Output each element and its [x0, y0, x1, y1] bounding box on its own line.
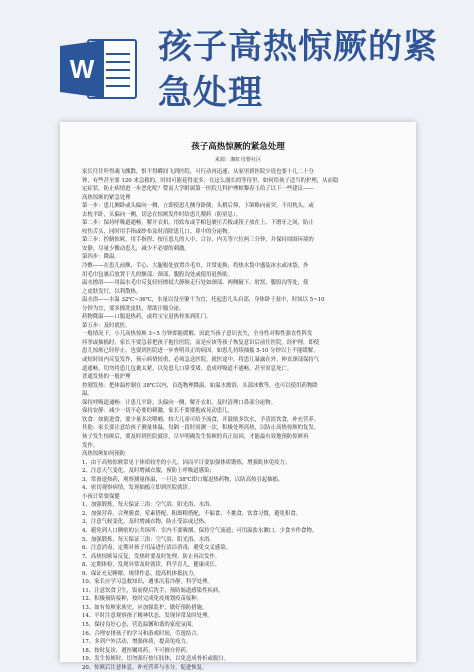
document-line: 18、按时复诊，遵医嘱用药，不可擅自停药。 [82, 647, 192, 654]
document-line: 之皮肤发红，以利散热。 [82, 288, 142, 295]
document-line: 痉挛或抽搐时，家长不要急着把孩子抱往医院，而是应该等孩子恢复意识后前往医院。经护理，即使 [82, 339, 320, 346]
document-line: 道通畅，切勿将患儿包裹太紧，以免患儿口鼻受堵，造成呼吸道不通畅，甚至窒息死亡。 [82, 365, 293, 372]
document-line: 16、合理安排孩子的学习和游戏时间，劳逸结合。 [82, 630, 203, 637]
document-line: 温。 [82, 391, 93, 398]
document-line: 高热惊厥如何预防 [82, 451, 126, 458]
document-line: 患儿惊厥已经停止，也要到医院进一步查明真正的病因。如患儿持续抽搐 5-10 分钟以上不能缓解， [82, 348, 319, 355]
page-header [0, 0, 474, 118]
document-line: 2、加强营养，合理膳食，荤素搭配，粗细粮搭配，不偏食、不挑食，饮食习惯，避免积食。 [82, 510, 302, 517]
document-line: 小孩日常要保健 [82, 493, 120, 500]
document-line: 安静，尽量少搬动患儿，减少不必要的刺激。 [82, 245, 190, 252]
document-line: 第五步：及时就医。 [82, 322, 131, 329]
document-line: 高热惊厥的紧急处理 [82, 194, 131, 201]
word-document-icon [58, 38, 140, 100]
document-line: 去枕平卧，头偏向一侧，切忌在惊厥发作时给患儿喂药（防窒息）。 [82, 211, 242, 218]
page-title-line-2: 急处理 [158, 73, 263, 113]
document-line: 用毛巾包裹后放置于儿的额部、颈部、腹股沟处或使用退热贴。 [82, 271, 233, 278]
document-page [60, 122, 416, 671]
document-line: 11、注意饮食卫生，饭前便后洗手，预防肠道感染性疾病。 [82, 587, 224, 594]
document-line: 温水浴——水温 32℃~36℃，水量以没至躯干为宜，托起患儿头肩部，身体卧于盆中，时间以 5~10 [82, 297, 325, 304]
document-line: 家长往往吓得魂飞魄散，恨不得瞬间飞到医院，可行动再迅速，从家里到医院少说也要十几二十分 [82, 169, 314, 175]
document-line: 10、家长应学习急救知识，遇事沉着冷静，科学处理。 [82, 579, 213, 586]
document-line: 6、注意消毒，定期对孩子用品进行清洁消毒，避免交叉感染。 [82, 545, 231, 552]
document-body [82, 168, 400, 672]
document-line: 保持呼吸道通畅：让患儿平卧，头偏向一侧，解开衣扣，及时清理口鼻部分泌物。 [82, 399, 277, 406]
document-line: 保持安静：减少一切不必要的刺激，家长不要搂抱或晃动患儿。 [82, 408, 233, 415]
document-line: 第三步：控制惊厥，用手指捏、按压患儿的人中、合谷、内关等穴位两三分钟，并保持周围环境的 [82, 237, 314, 244]
document-line: 分钟为宜，要多擦洗皮肤，帮助汗腺分泌。 [82, 305, 185, 312]
document-line: 19、发生惊厥时，切勿强行按压肢体，以免造成骨折或脱臼。 [82, 656, 230, 663]
document-line: 冷敷——在患儿前额、手心、大腿根处放置冷毛巾，并常更换；将热水袋中盛装冰水或冰袋，外 [82, 263, 309, 270]
document-line: 1、由于高热惊厥常见于体质较差的小儿，因而平日要加强体质锻炼，增强肌体免疫力； [82, 459, 291, 466]
page-title [158, 24, 458, 116]
document-line: 咬伤舌头，同时用手指或纱布及时清除患儿口、鼻中的分泌物。 [82, 228, 233, 235]
document-line: 普通发热的一般护理 [82, 374, 131, 381]
document-line: 钟，有些甚至要 120 来急救的，时间可能花得更多，在这么漫长的等待里，如何给孩子适当的护理，从而稳 [82, 177, 339, 184]
document-line: 孩子发生惊厥后，要及时到医院就诊，尽早明确发生惊厥的真正原因，才能最有效地预防惊厥再 [82, 433, 309, 440]
page-title-line-1: 孩子高热惊厥的紧 [158, 27, 438, 67]
document-line: 3、注意气候变化，及时增减衣物，防止受凉或过热。 [82, 519, 210, 526]
document-line: 药物降温——口服退热药，或将宝宝退热栓塞到肛门。 [82, 314, 212, 321]
document-line: 控制发热：把体温控制在 38℃以内，首选物理降温，如温水擦浴，头部冰敷等，也可以使用药物降 [82, 382, 318, 389]
document-line: 饮食：如能进食，要少量多次喂哺，较大儿童可给予流食，并鼓励多饮水，予清淡饮食，补充营养。 [82, 416, 320, 423]
document-line: 15、保持良好心态，营造温馨和谐的家庭氛围。 [82, 621, 197, 628]
document-line: 1、加强锻炼，每天保证三浴：空气浴、阳光浴、水浴。 [82, 502, 215, 509]
document-line: 7、高热惊厥易反复，发热时要及时处理，防止再次发作。 [82, 553, 221, 560]
document-line: 温水擦浴——用温水毛巾反复轻轻擦拭大静脉走行处如颈部、两侧腋下、肘窝、腹股沟等处，使 [82, 280, 309, 287]
document-line: 或短时间内反复发作，预示病情较重，必须急送医院。就医途中，将患儿暴露在外，伸直颈部保持气 [82, 357, 320, 364]
document-line: 8、定期体检，发现异常及时就诊，科学育儿，健康成长。 [82, 562, 221, 569]
document-line: 4、密切观察病情，发现抽搐立即到医院就诊。 [82, 485, 194, 492]
document-line: 5、加强锻炼，每天保证三浴：空气浴、阳光浴、水浴。 [82, 536, 215, 543]
document-line: 17、多到户外活动，增强体质，提高免疫力。 [82, 639, 192, 646]
document-title: 孩子高热惊厥的紧急处理 [191, 142, 285, 152]
document-line: 其他：家长要注意给孩子测量体温，每隔一段时间测一次，积极处理高热，以防止高热惊厥的复发。 [82, 425, 320, 432]
document-line: 定症状，防止病情进一步恶化呢？赞南大学附属第一医院儿科护理师黎春玉给了以下一些建议—— [82, 186, 314, 193]
word-letter: W [69, 54, 95, 84]
document-line: 2、注意天气变化，及时增减衣服，预防上呼吸道感染； [82, 468, 215, 475]
document-line: 20、惊厥后注意休息，补充营养与水分，促进恢复。 [82, 664, 208, 671]
document-line: 14、平时注意观察孩子精神状态，发现异常及时处理。 [82, 613, 213, 620]
document-source: 来源：湘虹母婴社区 [214, 157, 262, 163]
document-line: 3、常备退热药，观察测量体温，一旦达 38℃即口服退热药物，以防高热引起抽搐。 [82, 476, 284, 483]
document-line: 9、保证充足睡眠，规律作息，提高机体抵抗力。 [82, 570, 199, 577]
document-line: 发作。 [82, 442, 99, 449]
document-line: 一般情况下，小儿高热惊厥 3~5 分钟即能缓解，因此当孩子意识丧失，全身性对称性强直性阵发 [82, 331, 313, 338]
document-line: 第四步：降温。 [82, 254, 120, 261]
document-line: 13、如有惊厥家族史，应加强监护，做好预防措施。 [82, 604, 208, 611]
document-line: 4、避免到人口稠密的公共场所：室内不要吸烟，保持空气流通；可用温盐水漱口，少食辛作食物。 [82, 527, 318, 534]
document-line: 12、积极预防接种，按时完成免疫规划疫苗接种。 [82, 596, 203, 603]
document-line: 第二步：保持呼吸道通畅，解开衣扣，用软布或手帕包裹压舌板或筷子放在上、下磨牙之间，防止 [82, 220, 314, 227]
document-line: 第一步：患儿侧卧或头偏向一侧，立即使患儿侧身卧倒，头稍后仰，下颌略向前突，不用枕头，或 [82, 203, 314, 210]
